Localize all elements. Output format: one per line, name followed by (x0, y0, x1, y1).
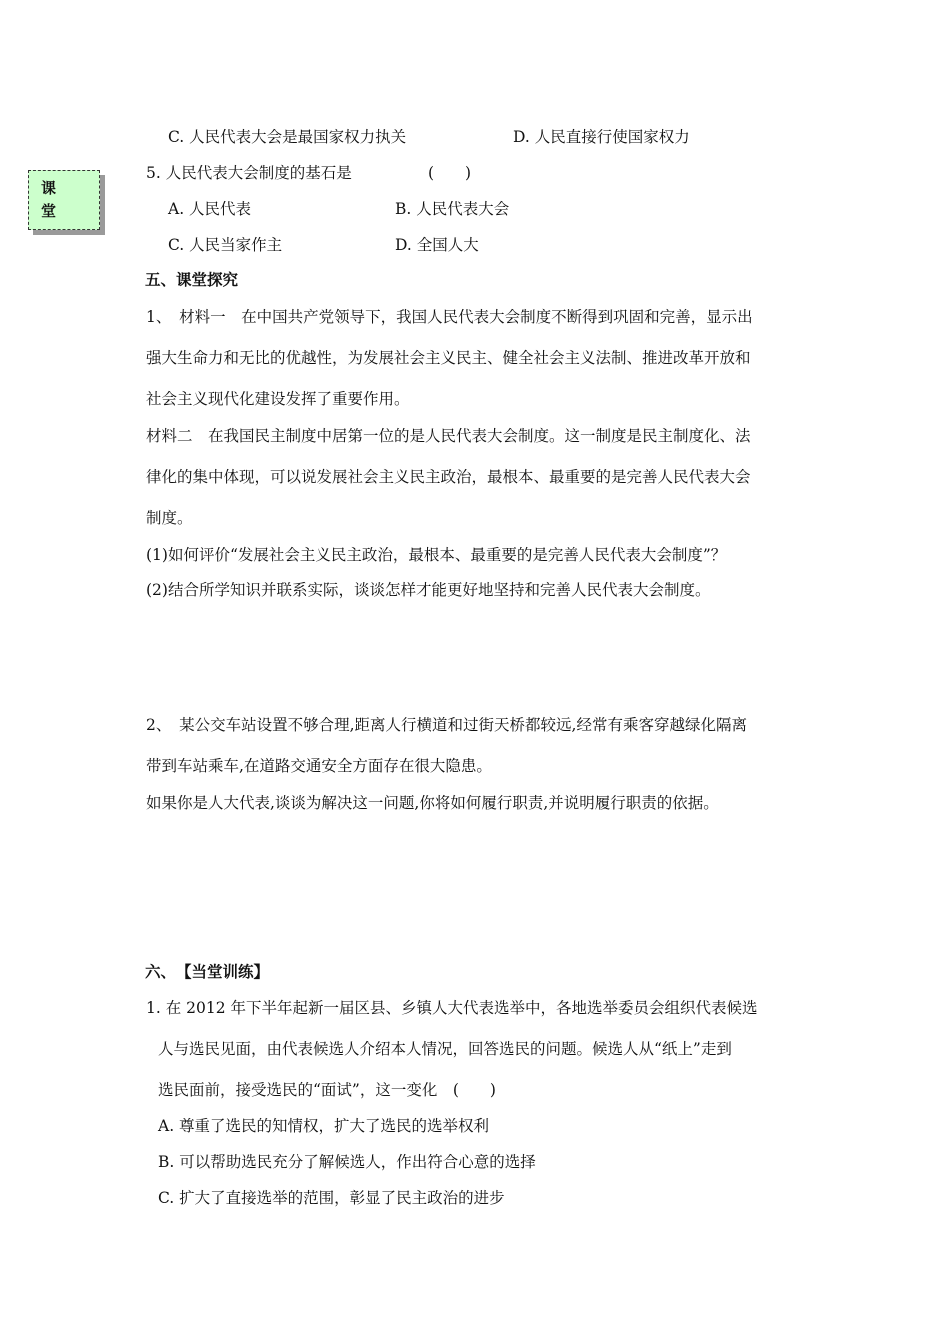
q5-stem: 5. 人民代表大会制度的基石是 (146, 164, 352, 182)
q5-option-c: C. 人民当家作主 (168, 236, 283, 254)
practice-q1-line3: 选民面前，接受选民的“面试”，这一变化 ( ) (158, 1081, 496, 1099)
practice-q1-line1: 1. 在 2012 年下半年起新一届区县、乡镇人大代表选举中，各地选举委员会组织代表候选 (146, 999, 758, 1017)
section5-heading: 五、课堂探究 (145, 271, 239, 289)
side-label-line2: 堂 (41, 202, 57, 220)
q5-option-d: D. 全国人大 (395, 236, 479, 254)
q4-option-d: D. 人民直接行使国家权力 (513, 128, 690, 146)
item1-line1: 1、 材料一 在中国共产党领导下，我国人民代表大会制度不断得到巩固和完善，显示出 (146, 308, 753, 326)
item2-line1: 2、 某公交车站设置不够合理,距离人行横道和过街天桥都较远,经常有乘客穿越绿化隔离 (146, 716, 747, 734)
q5-option-a: A. 人民代表 (168, 200, 252, 218)
item2-line3: 如果你是人大代表,谈谈为解决这一问题,你将如何履行职责,并说明履行职责的依据。 (146, 794, 719, 812)
q5-option-b: B. 人民代表大会 (395, 200, 510, 218)
item1-line6: 制度。 (146, 509, 193, 527)
side-label-line1: 课 (41, 179, 57, 197)
item1-line4: 材料二 在我国民主制度中居第一位的是人民代表大会制度。这一制度是民主制度化、法 (146, 427, 751, 445)
practice-q1-option-c: C. 扩大了直接选举的范围，彰显了民主政治的进步 (158, 1189, 505, 1207)
practice-q1-option-b: B. 可以帮助选民充分了解候选人，作出符合心意的选择 (158, 1153, 536, 1171)
practice-q1-line2: 人与选民见面，由代表候选人介绍本人情况，回答选民的问题。候选人从“纸上”走到 (158, 1040, 732, 1058)
item2-line2: 带到车站乘车,在道路交通安全方面存在很大隐患。 (146, 757, 492, 775)
item1-question2: (2)结合所学知识并联系实际，谈谈怎样才能更好地坚持和完善人民代表大会制度。 (146, 581, 711, 599)
section6-heading: 六、 【当堂训练】 (145, 963, 270, 981)
practice-q1-option-a: A. 尊重了选民的知情权，扩大了选民的选举权利 (158, 1117, 490, 1135)
side-label-box (28, 170, 100, 230)
item1-line3: 社会主义现代化建设发挥了重要作用。 (146, 390, 410, 408)
q4-option-c: C. 人民代表大会是最国家权力执关 (168, 128, 407, 146)
item1-line5: 律化的集中体现，可以说发展社会主义民主政治，最根本、最重要的是完善人民代表大会 (146, 468, 751, 486)
q5-paren: ( ) (428, 164, 472, 182)
item1-question1: (1)如何评价“发展社会主义民主政治，最根本、最重要的是完善人民代表大会制度”？ (146, 546, 727, 564)
item1-line2: 强大生命力和无比的优越性，为发展社会主义民主、健全社会主义法制、推进改革开放和 (146, 349, 751, 367)
